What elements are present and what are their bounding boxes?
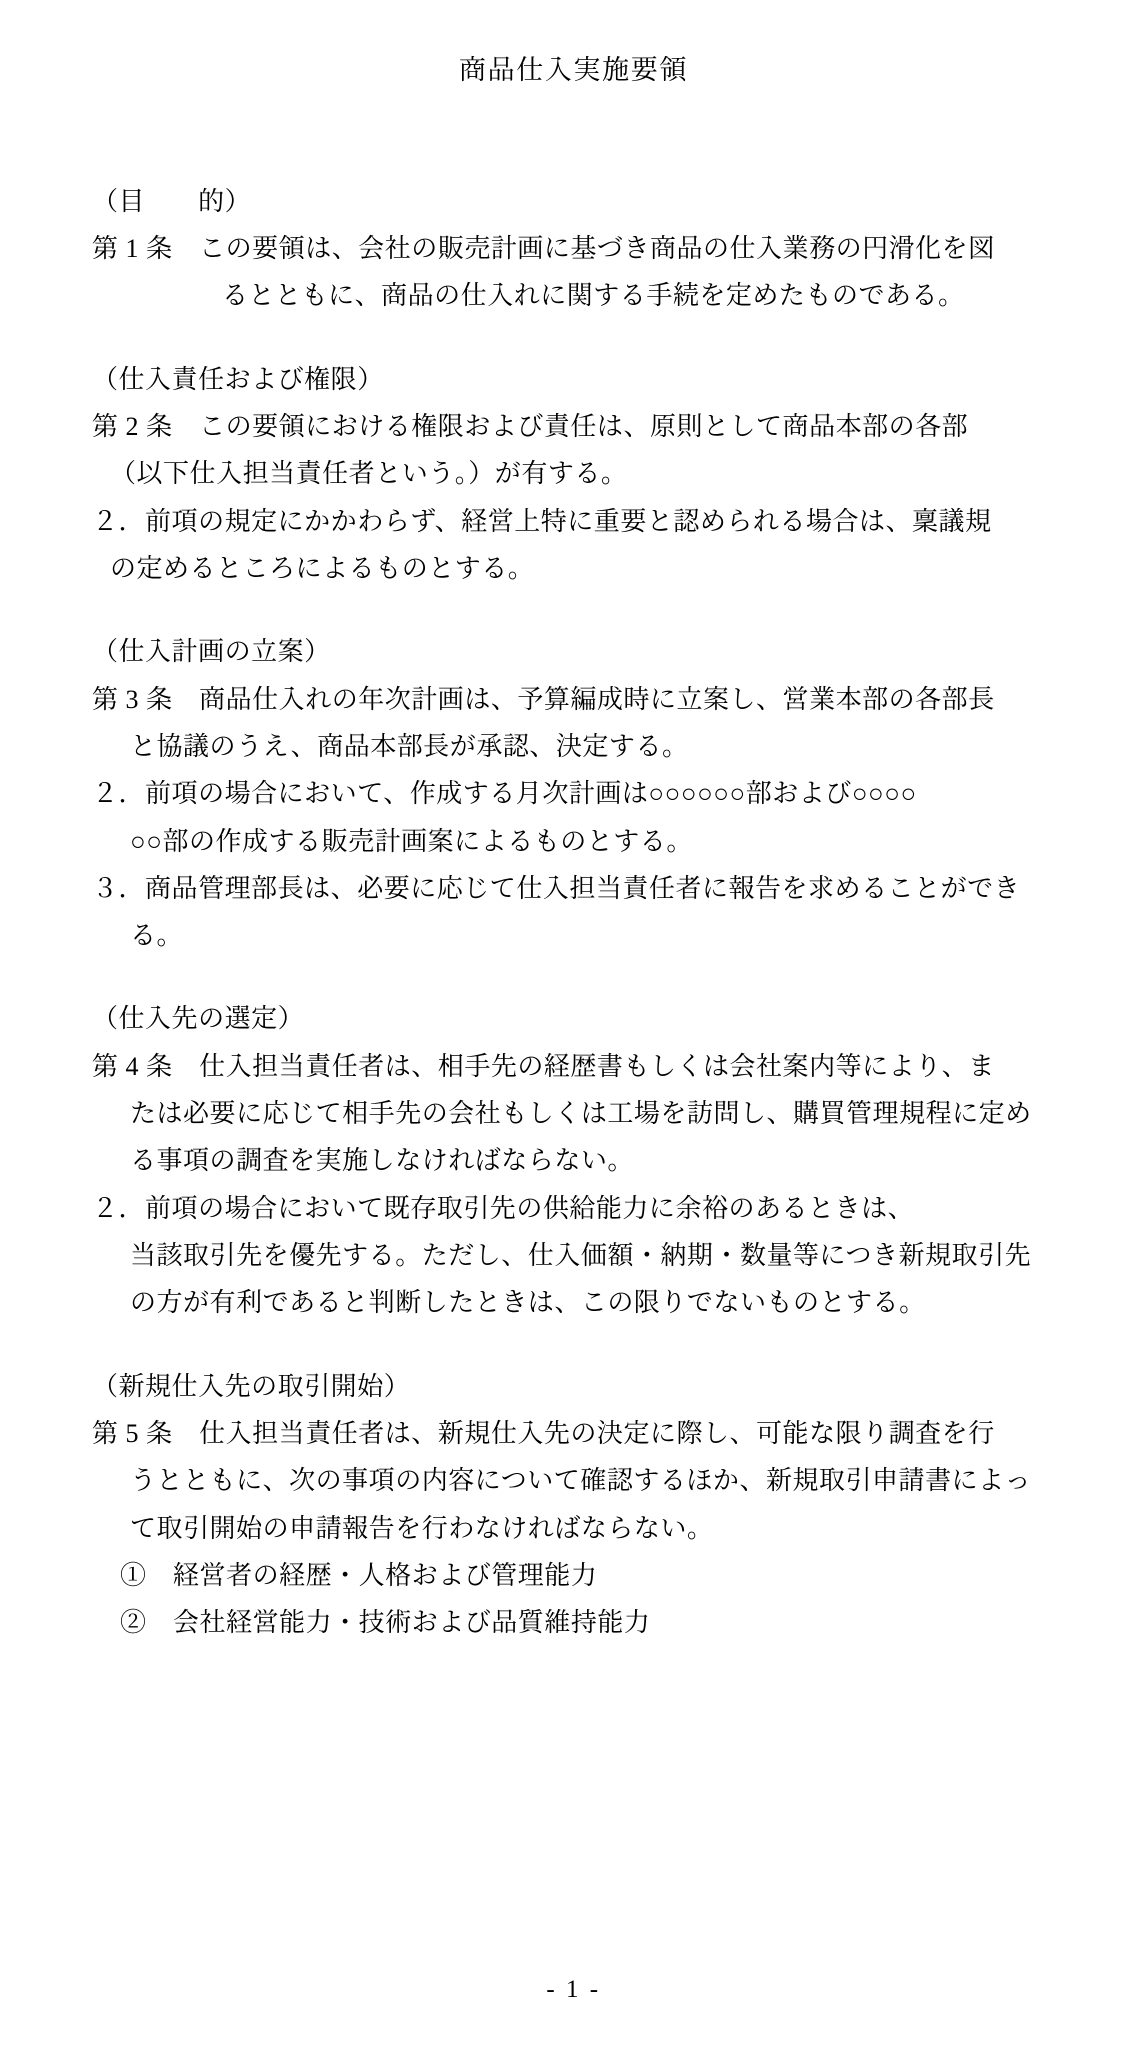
article-line: 第 1 条 この要領は、会社の販売計画に基づき商品の仕入業務の円滑化を図 — [92, 234, 995, 264]
section-purpose — [74, 178, 1073, 320]
document-body — [74, 178, 1073, 1647]
article-line: の定めるところによるものとする。 — [110, 553, 535, 583]
article-line: る。 — [130, 921, 184, 951]
section-supplier-selection — [74, 995, 1073, 1326]
article-line: て取引開始の申請報告を行わなければならない。 — [130, 1513, 714, 1543]
spacer — [74, 592, 1073, 628]
list-item: ② 会社経営能力・技術および品質維持能力 — [120, 1608, 651, 1638]
article-line: うとともに、次の事項の内容について確認するほか、新規取引申請書によっ — [130, 1466, 1032, 1496]
article-line: と協議のうえ、商品本部長が承認、決定する。 — [130, 731, 689, 761]
spacer — [74, 959, 1073, 995]
section-responsibility — [74, 356, 1073, 593]
article-line: の方が有利であると判断したときは、この限りでないものとする。 — [130, 1288, 926, 1318]
section-planning — [74, 628, 1073, 959]
page-title: 商品仕入実施要領 — [459, 55, 688, 85]
article-line: （以下仕入担当責任者という。）が有する。 — [110, 459, 628, 489]
list-item: ① 経営者の経歴・人格および管理能力 — [120, 1560, 598, 1590]
article-line: ２．前項の規定にかかわらず、経営上特に重要と認められる場合は、稟議規 — [92, 506, 992, 536]
article-line: るとともに、商品の仕入れに関する手続を定めたものである。 — [222, 281, 965, 311]
spacer — [74, 1327, 1073, 1363]
article-line: る事項の調査を実施しなければならない。 — [130, 1146, 634, 1176]
section-heading: （仕入責任および権限） — [92, 364, 384, 394]
section-heading: （新規仕入先の取引開始） — [92, 1371, 411, 1401]
article-line: ２．前項の場合において既存取引先の供給能力に余裕のあるときは、 — [92, 1193, 915, 1223]
section-heading: （仕入先の選定） — [92, 1004, 305, 1034]
article-line: ３．商品管理部長は、必要に応じて仕入担当責任者に報告を求めることができ — [92, 873, 1021, 903]
section-new-supplier — [74, 1363, 1073, 1647]
article-line: たは必要に応じて相手先の会社もしくは工場を訪問し、購買管理規程に定め — [130, 1099, 1032, 1129]
article-line: ２．前項の場合において、作成する月次計画は○○○○○○部および○○○○ — [92, 779, 917, 809]
section-heading: （目 的） — [92, 186, 252, 216]
article-line: 第 2 条 この要領における権限および責任は、原則として商品本部の各部 — [92, 412, 969, 442]
article-line: 第 3 条 商品仕入れの年次計画は、予算編成時に立案し、営業本部の各部長 — [92, 684, 995, 714]
article-line: 当該取引先を優先する。ただし、仕入価額・納期・数量等につき新規取引先 — [130, 1241, 1032, 1271]
spacer — [74, 320, 1073, 356]
page-number: - 1 - — [546, 1976, 601, 2003]
article-line: 第 5 条 仕入担当責任者は、新規仕入先の決定に際し、可能な限り調査を行 — [92, 1418, 995, 1448]
article-line: ○○部の作成する販売計画案によるものとする。 — [130, 826, 693, 856]
section-heading: （仕入計画の立案） — [92, 637, 331, 667]
article-line: 第 4 条 仕入担当責任者は、相手先の経歴書もしくは会社案内等により、ま — [92, 1051, 995, 1081]
